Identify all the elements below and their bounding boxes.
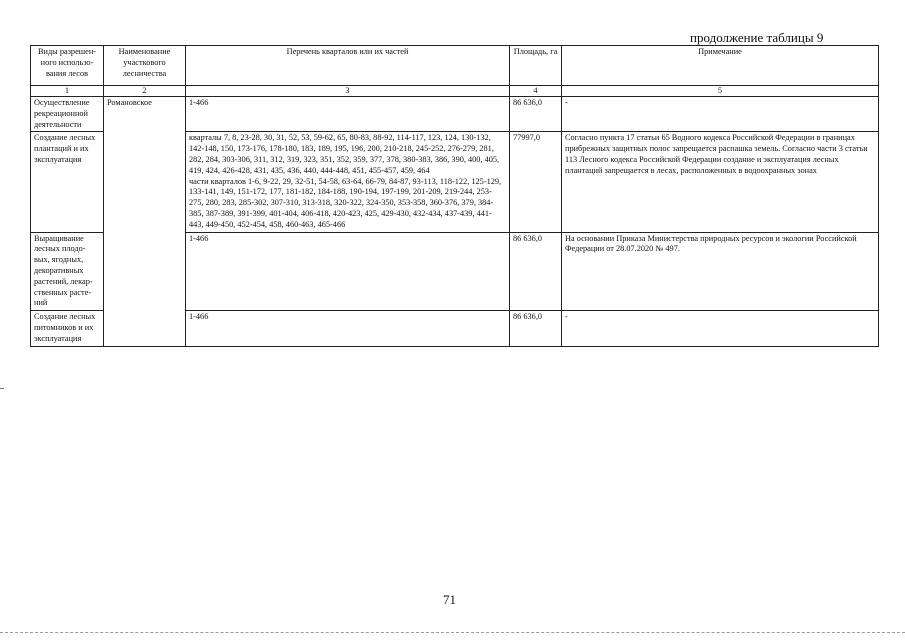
note-cell: - [562,311,879,346]
quarters-cell [186,132,510,232]
column-number: 3 [186,86,510,97]
area-cell: 86 636,0 [510,97,562,132]
table-row [31,97,879,132]
quarters-parts-text: части кварталов 1-6, 9-22, 29, 32-51, 54-58, 63-64, 66-79, 84-87, 93-113, 118-122, 125-129, 133-141, 149, 151-172, 177, 181-182, 184-188, 190-194, 197-199, 201-209, 219-244, 253-275, 280, 283, 285-302, 307-310, 313-318, 320-322, 324-350, 353-358, 360-376, 379, 384-385, 387-389, 391-399, 401-404, 406-418, 420-423, 425, 429-430, 432-434, 437-439, 441-443, 449-450, 452-454, 458, 460-463, 465-466 [189,176,502,229]
forest-use-table [30,45,879,347]
column-header-note: Примечание [562,46,879,86]
column-header-forestry: Наименование участкового лесничества [104,46,186,86]
note-cell: На основании Приказа Министерства природных ресурсов и экологии Российской Федерации от 28.07.2020 № 497. [562,232,879,311]
scan-mark [0,388,4,389]
area-cell: 86 636,0 [510,311,562,346]
quarters-text: кварталы 7, 8, 23-28, 30, 31, 52, 53, 59-62, 65, 80-83, 88-92, 114-117, 123, 124, 130-132, 142-148, 150, 173-176, 178-180, 183, 189, 195, 196, 200, 210-218, 245-252, 276-279, 281, 282, 284, 303-306, 311, 312, 319, 323, 351, 352, 359, 377, 378, 380-383, 386, 390, 400, 405, 419, 424, 426-428, 431, 435, 436, 440, 444-448, 451, 455-457, 459, 464 [189,133,500,175]
column-header-area: Площадь, га [510,46,562,86]
quarters-cell [186,311,510,346]
quarters-cell [186,232,510,311]
quarters-text: 1-466 [189,312,209,322]
quarters-text: 1-466 [189,98,209,107]
note-cell: Согласно пункта 17 статьи 65 Водного кодекса Российской Федерации в границах прибрежных защитных полос запрещается распашка земель. Согласно части 3 статьи 113 Лесного кодекса Российской Федерации создание и эксплуатация лесных плантаций запрещается в лесах, расположенных в водоохранных зонах [562,132,879,232]
area-cell: 86 636,0 [510,232,562,311]
scan-edge-line [0,632,905,633]
column-number: 5 [562,86,879,97]
column-number: 4 [510,86,562,97]
use-type-cell: Создание лесных плантаций и их эксплуатация [31,132,104,232]
note-cell: - [562,97,879,132]
column-header-quarters: Перечень кварталов или их частей [186,46,510,86]
forestry-cell: Романовское [104,97,186,347]
area-cell: 77997,0 [510,132,562,232]
column-number: 1 [31,86,104,97]
quarters-text: 1-466 [189,233,209,243]
page-number: 71 [443,592,456,607]
column-number: 2 [104,86,186,97]
use-type-cell: Выращивание лесных плодо-вых, ягодных, декоративных растений, лекар-ственных расте-ний [31,232,104,311]
table-continuation-caption: продолжение таблицы 9 [690,30,824,45]
column-header-use-type: Виды разрешен-ного использо-вания лесов [31,46,104,86]
use-type-cell: Осуществление рекреационной деятельности [31,97,104,132]
quarters-cell [186,97,510,132]
use-type-cell: Создание лесных питомников и их эксплуатация [31,311,104,346]
